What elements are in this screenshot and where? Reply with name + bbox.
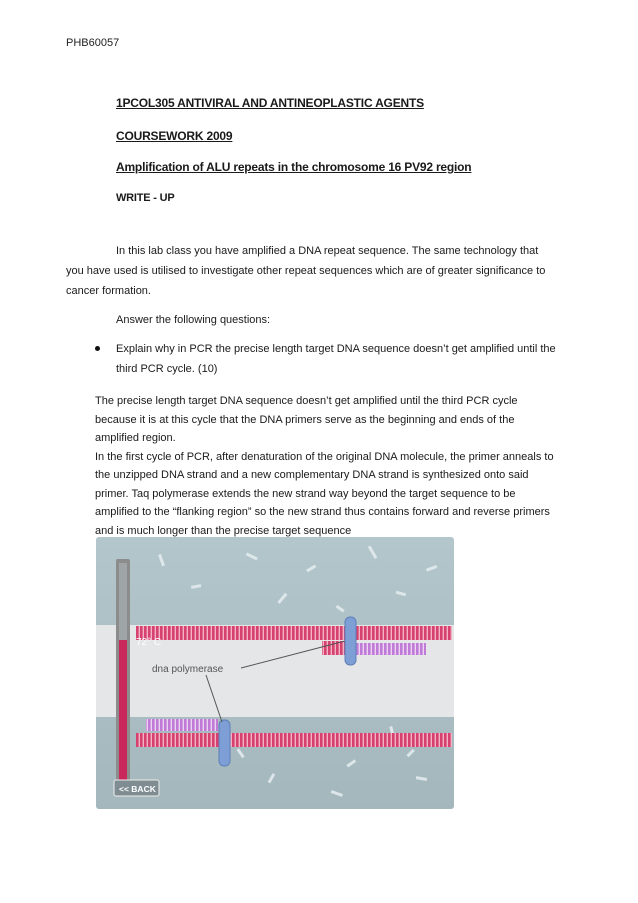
primer-top (322, 641, 346, 655)
pcr-illustration (96, 537, 454, 809)
thermometer-icon (116, 559, 130, 795)
answer-paragraph-1: The precise length target DNA sequence doesn’t get amplified until the third PCR cycle because it is at this cycle that the DNA primers serve as the beginning and ends of the amplified region. (95, 395, 518, 444)
polymerase-label: dna polymerase (152, 664, 224, 675)
polymerase-top-icon (345, 617, 356, 665)
pcr-animation-figure (96, 537, 454, 809)
template-strand-top (136, 626, 452, 640)
temperature-label: 72° C (136, 637, 162, 648)
document-title: Amplification of ALU repeats in the chromosome 16 PV92 region (116, 160, 472, 174)
instruction-text: Answer the following questions: (116, 314, 271, 326)
back-button[interactable] (114, 780, 159, 796)
new-strand-bottom (146, 719, 218, 731)
document-code: PHB60057 (66, 37, 120, 49)
back-button-label: << BACK (119, 784, 156, 794)
intro-paragraph: In this lab class you have amplified a DNA repeat sequence. The same technology that you have used is utilised to investigate other repeat sequences which are of greater significance to cancer formation. (66, 245, 546, 297)
bullet-icon (95, 346, 100, 351)
template-strand-bottom (136, 733, 452, 747)
course-heading: 1PCOL305 ANTIVIRAL AND ANTINEOPLASTIC AGENTS (116, 96, 424, 110)
polymerase-bottom-icon (219, 720, 230, 766)
new-strand-top (346, 643, 426, 655)
question-text: Explain why in PCR the precise length target DNA sequence doesn’t get amplified until the third PCR cycle. (10) (116, 343, 556, 375)
writeup-heading: WRITE - UP (116, 192, 175, 204)
answer-paragraph-2: In the first cycle of PCR, after denaturation of the original DNA molecule, the primer anneals to the unzipped DNA strand and a new complementary DNA strand is synthesized onto said primer. Taq polymerase extends the new strand way beyond the target sequence to be amplified to the “flanking region” so the new strand thus contains forward and reverse primers and is much longer than the precise target sequence (95, 450, 554, 537)
answer-block (95, 392, 555, 540)
coursework-heading: COURSEWORK 2009 (116, 129, 233, 143)
